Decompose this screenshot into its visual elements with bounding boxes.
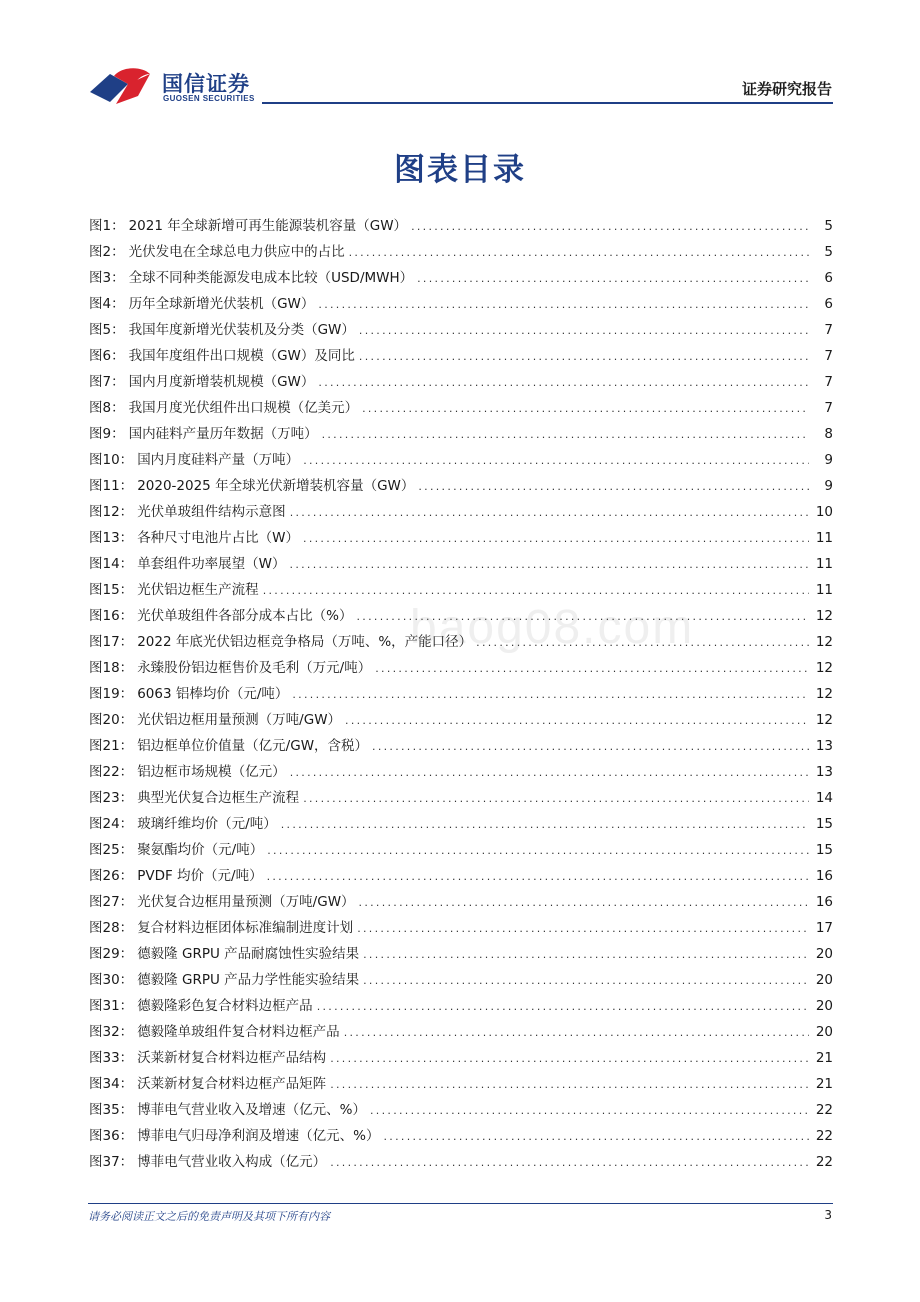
toc-dot-leader (345, 707, 809, 734)
toc-figure-title: 光伏铝边框生产流程 (137, 582, 259, 598)
toc-figure-number: 图7： (89, 374, 125, 390)
toc-dot-leader (359, 317, 809, 344)
toc-page-number: 22 (815, 1154, 833, 1170)
toc-page-number: 7 (824, 322, 833, 338)
toc-figure-title: 沃莱新材复合材料边框产品矩阵 (137, 1076, 327, 1092)
toc-entry[interactable] (89, 967, 833, 993)
toc-figure-title: 历年全球新增光伏装机（GW） (128, 296, 315, 312)
toc-dot-leader (303, 525, 809, 552)
toc-figure-title: 光伏发电在全球总电力供应中的占比 (128, 244, 345, 260)
toc-figure-title: 博菲电气归母净利润及增速（亿元、%） (137, 1128, 380, 1144)
toc-figure-number: 图25： (89, 842, 134, 858)
toc-dot-leader (290, 759, 809, 786)
toc-dot-leader (330, 1149, 809, 1176)
toc-page-number: 11 (815, 556, 833, 572)
logo-english-name: GUOSEN SECURITIES (163, 94, 255, 103)
toc-figure-title: 光伏单玻组件结构示意图 (137, 504, 286, 520)
report-type-label: 证券研究报告 (741, 80, 832, 98)
toc-page-number: 5 (824, 218, 833, 234)
toc-figure-number: 图37： (89, 1154, 134, 1170)
toc-figure-number: 图11： (89, 478, 134, 494)
toc-page-number: 20 (815, 1024, 833, 1040)
toc-figure-number: 图4： (89, 296, 125, 312)
toc-figure-title: 铝边框单位价值量（亿元/GW，含税） (137, 738, 369, 754)
toc-figure-number: 图26： (89, 868, 134, 884)
toc-figure-number: 图22： (89, 764, 134, 780)
toc-figure-title: 我国年度组件出口规模（GW）及同比 (128, 348, 355, 364)
toc-figure-title: 国内月度硅料产量（万吨） (137, 452, 300, 468)
toc-page-number: 20 (815, 972, 833, 988)
toc-figure-title: 国内月度新增装机规模（GW） (128, 374, 315, 390)
toc-dot-leader (290, 551, 809, 578)
toc-entry[interactable] (89, 863, 833, 889)
toc-figure-number: 图12： (89, 504, 134, 520)
toc-dot-leader (372, 733, 809, 760)
toc-page-number: 13 (815, 764, 833, 780)
toc-figure-number: 图27： (89, 894, 134, 910)
toc-page-number: 12 (815, 634, 833, 650)
toc-figure-title: 德毅隆 GRPU 产品耐腐蚀性实验结果 (137, 946, 360, 962)
toc-entry[interactable] (89, 681, 833, 707)
toc-page-number: 5 (824, 244, 833, 260)
toc-figure-title: 我国月度光伏组件出口规模（亿美元） (128, 400, 359, 416)
toc-dot-leader (375, 655, 809, 682)
toc-entry[interactable] (89, 1045, 833, 1071)
toc-page-number: 10 (815, 504, 833, 520)
toc-page-number: 16 (815, 868, 833, 884)
toc-figure-number: 图30： (89, 972, 134, 988)
toc-figure-title: 光伏单玻组件各部分成本占比（%） (137, 608, 353, 624)
toc-dot-leader (359, 889, 809, 916)
toc-figure-number: 图34： (89, 1076, 134, 1092)
toc-figure-title: 单套组件功率展望（W） (137, 556, 286, 572)
toc-entry[interactable] (89, 993, 833, 1019)
toc-entry[interactable] (89, 421, 833, 447)
toc-dot-leader (363, 941, 809, 968)
toc-dot-leader (363, 967, 809, 994)
toc-figure-number: 图17： (89, 634, 134, 650)
toc-page-number: 22 (815, 1128, 833, 1144)
toc-page-number: 7 (824, 374, 833, 390)
toc-dot-leader (330, 1071, 809, 1098)
toc-entry[interactable] (89, 291, 833, 317)
toc-page-number: 14 (815, 790, 833, 806)
toc-page-number: 11 (815, 582, 833, 598)
toc-entry[interactable] (89, 811, 833, 837)
toc-figure-title: 国内硅料产量历年数据（万吨） (128, 426, 318, 442)
toc-figure-title: 各种尺寸电池片占比（W） (137, 530, 300, 546)
toc-entry[interactable] (89, 915, 833, 941)
guosen-logo-icon (88, 66, 156, 106)
toc-page-number: 21 (815, 1050, 833, 1066)
toc-figure-title: 我国年度新增光伏装机及分类（GW） (128, 322, 355, 338)
toc-entry[interactable] (89, 707, 833, 733)
toc-page-number: 13 (815, 738, 833, 754)
toc-page-number: 7 (824, 348, 833, 364)
toc-page-number: 15 (815, 842, 833, 858)
toc-dot-leader (303, 785, 809, 812)
toc-figure-number: 图18： (89, 660, 134, 676)
toc-figure-number: 图2： (89, 244, 125, 260)
toc-entry[interactable] (89, 759, 833, 785)
toc-figure-number: 图5： (89, 322, 125, 338)
toc-entry[interactable] (89, 1123, 833, 1149)
toc-entry[interactable] (89, 369, 833, 395)
toc-dot-leader (349, 239, 809, 266)
toc-dot-leader (292, 681, 809, 708)
toc-page-number: 12 (815, 712, 833, 728)
toc-page-number: 9 (824, 478, 833, 494)
toc-page-number: 21 (815, 1076, 833, 1092)
toc-figure-title: 德毅隆单玻组件复合材料边框产品 (137, 1024, 340, 1040)
toc-figure-number: 图21： (89, 738, 134, 754)
toc-page-number: 7 (824, 400, 833, 416)
toc-figure-title: 2020-2025 年全球光伏新增装机容量（GW） (137, 478, 415, 494)
toc-entry[interactable] (89, 447, 833, 473)
toc-dot-leader (267, 837, 809, 864)
toc-entry[interactable] (89, 239, 833, 265)
toc-entry[interactable] (89, 1097, 833, 1123)
toc-page-number: 8 (824, 426, 833, 442)
toc-dot-leader (317, 993, 809, 1020)
toc-figure-number: 图32： (89, 1024, 134, 1040)
toc-page-number: 9 (824, 452, 833, 468)
toc-entry[interactable] (89, 343, 833, 369)
toc-dot-leader (267, 863, 809, 890)
toc-entry[interactable] (89, 213, 833, 239)
toc-page-number: 16 (815, 894, 833, 910)
toc-figure-title: 复合材料边框团体标准编制进度计划 (137, 920, 354, 936)
toc-dot-leader (411, 213, 809, 240)
toc-entry[interactable] (89, 1071, 833, 1097)
toc-page-number: 12 (815, 686, 833, 702)
toc-figure-number: 图13： (89, 530, 134, 546)
toc-figure-number: 图15： (89, 582, 134, 598)
toc-page-number: 20 (815, 998, 833, 1014)
toc-page-number: 12 (815, 608, 833, 624)
footer-divider (88, 1203, 833, 1204)
toc-entry[interactable] (89, 837, 833, 863)
toc-figure-title: 6063 铝棒均价（元/吨） (137, 686, 289, 702)
toc-figure-title: 典型光伏复合边框生产流程 (137, 790, 300, 806)
toc-entry[interactable] (89, 473, 833, 499)
toc-dot-leader (330, 1045, 809, 1072)
toc-dot-leader (418, 473, 809, 500)
header-divider (262, 102, 833, 104)
toc-figure-title: 聚氨酯均价（元/吨） (137, 842, 264, 858)
toc-entry[interactable] (89, 889, 833, 915)
footer-disclaimer: 请务必阅读正文之后的免责声明及其项下所有内容 (88, 1210, 330, 1223)
toc-figure-title: 光伏铝边框用量预测（万吨/GW） (137, 712, 342, 728)
toc-entry[interactable] (89, 785, 833, 811)
toc-figure-title: 德毅隆彩色复合材料边框产品 (137, 998, 313, 1014)
toc-figure-number: 图33： (89, 1050, 134, 1066)
toc-dot-leader (417, 265, 809, 292)
toc-dot-leader (359, 343, 809, 370)
toc-dot-leader (362, 395, 809, 422)
toc-dot-leader (318, 291, 809, 318)
toc-dot-leader (318, 369, 809, 396)
toc-page-number: 11 (815, 530, 833, 546)
toc-figure-number: 图10： (89, 452, 134, 468)
toc-figure-number: 图19： (89, 686, 134, 702)
page-title: 图表目录 (394, 152, 526, 188)
toc-dot-leader (281, 811, 809, 838)
toc-figure-number: 图9： (89, 426, 125, 442)
logo-chinese-name: 国信证券 (162, 72, 250, 96)
toc-figure-title: 玻璃纤维均价（元/吨） (137, 816, 277, 832)
toc-figure-title: 德毅隆 GRPU 产品力学性能实验结果 (137, 972, 360, 988)
toc-figure-title: PVDF 均价（元/吨） (137, 868, 263, 884)
toc-page-number: 22 (815, 1102, 833, 1118)
toc-dot-leader (384, 1123, 809, 1150)
toc-entry[interactable] (89, 733, 833, 759)
toc-figure-number: 图1： (89, 218, 125, 234)
toc-entry[interactable] (89, 551, 833, 577)
toc-page-number: 20 (815, 946, 833, 962)
toc-figure-number: 图6： (89, 348, 125, 364)
toc-figure-number: 图8： (89, 400, 125, 416)
toc-figure-number: 图31： (89, 998, 134, 1014)
toc-figure-number: 图20： (89, 712, 134, 728)
page-number: 3 (824, 1208, 832, 1222)
toc-figure-number: 图29： (89, 946, 134, 962)
toc-entry[interactable] (89, 265, 833, 291)
page-header (0, 0, 920, 110)
toc-figure-number: 图23： (89, 790, 134, 806)
toc-dot-leader (344, 1019, 809, 1046)
toc-figure-number: 图3： (89, 270, 125, 286)
toc-figure-number: 图14： (89, 556, 134, 572)
figure-table-of-contents (89, 213, 833, 1175)
toc-dot-leader (370, 1097, 809, 1124)
toc-page-number: 15 (815, 816, 833, 832)
toc-dot-leader (290, 499, 809, 526)
toc-figure-title: 全球不同种类能源发电成本比较（USD/MWH） (128, 270, 414, 286)
toc-figure-title: 沃莱新材复合材料边框产品结构 (137, 1050, 327, 1066)
toc-entry[interactable] (89, 395, 833, 421)
toc-figure-title: 永臻股份铝边框售价及毛利（万元/吨） (137, 660, 372, 676)
toc-page-number: 6 (824, 296, 833, 312)
toc-dot-leader (357, 915, 809, 942)
toc-figure-title: 博菲电气营业收入及增速（亿元、%） (137, 1102, 367, 1118)
toc-figure-title: 光伏复合边框用量预测（万吨/GW） (137, 894, 355, 910)
watermark: baog08.com (410, 601, 695, 654)
toc-figure-title: 2022 年底光伏铝边框竞争格局（万吨、%，产能口径） (137, 634, 473, 650)
toc-entry[interactable] (89, 1019, 833, 1045)
toc-figure-title: 2021 年全球新增可再生能源装机容量（GW） (128, 218, 408, 234)
toc-figure-title: 博菲电气营业收入构成（亿元） (137, 1154, 327, 1170)
toc-entry[interactable] (89, 655, 833, 681)
toc-figure-number: 图35： (89, 1102, 134, 1118)
toc-page-number: 12 (815, 660, 833, 676)
toc-page-number: 6 (824, 270, 833, 286)
toc-figure-number: 图28： (89, 920, 134, 936)
toc-figure-title: 铝边框市场规模（亿元） (137, 764, 286, 780)
toc-entry[interactable] (89, 1149, 833, 1175)
toc-dot-leader (303, 447, 809, 474)
toc-dot-leader (322, 421, 809, 448)
toc-figure-number: 图36： (89, 1128, 134, 1144)
toc-entry[interactable] (89, 941, 833, 967)
toc-entry[interactable] (89, 525, 833, 551)
toc-figure-number: 图24： (89, 816, 134, 832)
toc-entry[interactable] (89, 317, 833, 343)
toc-page-number: 17 (815, 920, 833, 936)
toc-entry[interactable] (89, 499, 833, 525)
toc-figure-number: 图16： (89, 608, 134, 624)
